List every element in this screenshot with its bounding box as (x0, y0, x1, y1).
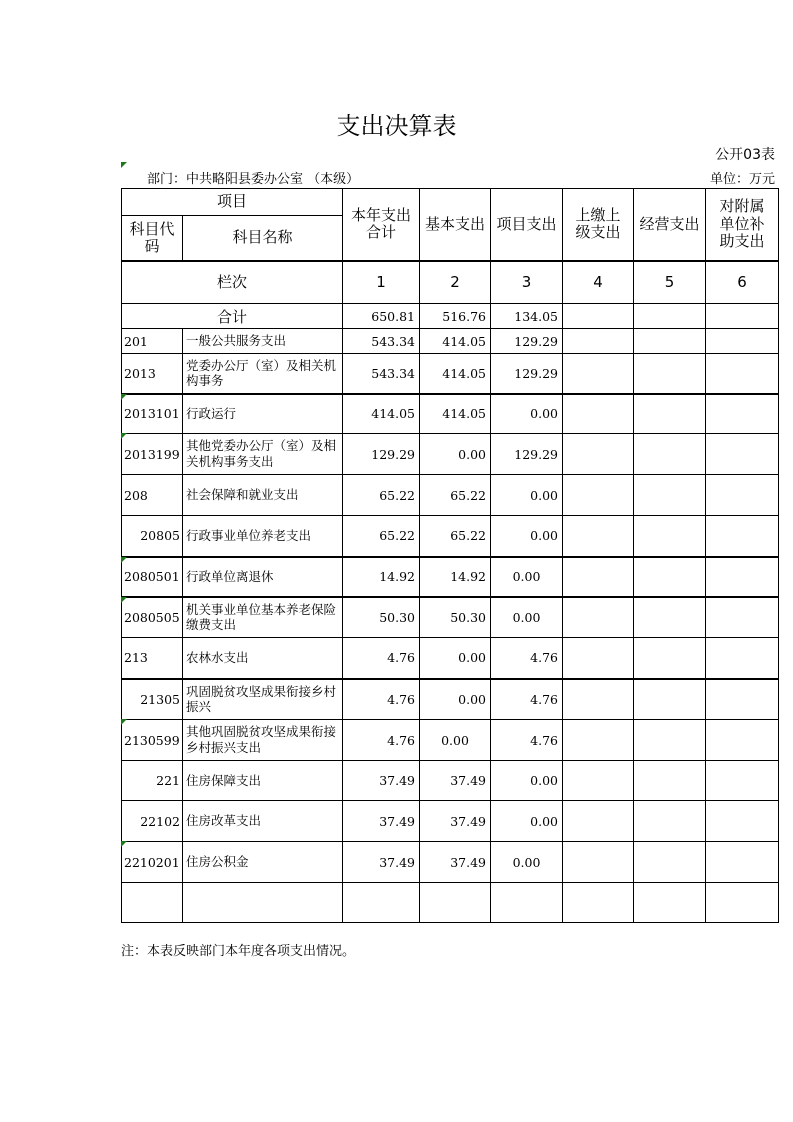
row-label: 栏次 (122, 261, 343, 304)
row-basic: 50.30 (420, 597, 491, 638)
row-code: 2210201 (122, 842, 183, 883)
row-total: 65.22 (343, 475, 420, 516)
row-basic: 0.00 (420, 679, 491, 720)
row-project: 0.00 (491, 475, 563, 516)
row-basic: 37.49 (420, 761, 491, 801)
table-row (122, 434, 779, 475)
table-row (122, 557, 779, 597)
row-basic: 65.22 (420, 475, 491, 516)
cell-marker (121, 394, 127, 400)
row-name: 行政事业单位养老支出 (183, 516, 343, 557)
col-num: 5 (634, 261, 706, 304)
row-total: 414.05 (343, 394, 420, 434)
total-project: 134.05 (491, 304, 563, 329)
row-total: 4.76 (343, 638, 420, 679)
department-label: 部门：中共略阳县委办公室 （本级） (147, 172, 360, 187)
cell-marker (121, 433, 127, 439)
row-name: 其他巩固脱贫攻坚成果衔接乡村振兴支出 (183, 720, 343, 761)
header-code: 科目代码 (122, 216, 183, 261)
cell-marker (121, 597, 127, 603)
row-project: 4.76 (491, 679, 563, 720)
row-project: 4.76 (491, 720, 563, 761)
cell-marker (121, 719, 127, 725)
total-total: 650.81 (343, 304, 420, 329)
table-row (122, 679, 779, 720)
unit-label: 单位：万元 (709, 172, 775, 187)
row-basic: 37.49 (420, 801, 491, 842)
row-code: 2013 (122, 354, 183, 394)
header-basic: 基本支出 (420, 189, 491, 261)
cell-marker (121, 557, 127, 563)
row-name: 住房公积金 (183, 842, 343, 883)
row-total: 65.22 (343, 516, 420, 557)
row-total: 14.92 (343, 557, 420, 597)
header-business: 经营支出 (634, 189, 706, 261)
row-basic: 414.05 (420, 354, 491, 394)
row-code: 20805 (122, 516, 183, 557)
col-num: 4 (563, 261, 634, 304)
row-project: 0.00 (491, 801, 563, 842)
row-basic: 65.22 (420, 516, 491, 557)
row-name: 其他党委办公厅（室）及相关机构事务支出 (183, 434, 343, 475)
row-basic: 414.05 (420, 394, 491, 434)
row-code: 2130599 (122, 720, 183, 761)
table-row (122, 516, 779, 557)
row-project: 0.00 (491, 557, 563, 597)
table-row (122, 801, 779, 842)
row-basic: 37.49 (420, 842, 491, 883)
table-row (122, 475, 779, 516)
row-basic: 414.05 (420, 329, 491, 354)
col-num: 6 (706, 261, 779, 304)
header-item: 项目 (122, 189, 343, 216)
row-basic: 0.00 (420, 434, 491, 475)
row-total: 4.76 (343, 720, 420, 761)
row-total: 4.76 (343, 679, 420, 720)
row-basic: 14.92 (420, 557, 491, 597)
row-project: 0.00 (491, 394, 563, 434)
row-total: 37.49 (343, 761, 420, 801)
row-project: 129.29 (491, 354, 563, 394)
row-name: 住房保障支出 (183, 761, 343, 801)
table-row (122, 842, 779, 883)
row-basic: 0.00 (420, 720, 491, 761)
row-total: 543.34 (343, 354, 420, 394)
expenditure-table (121, 188, 779, 923)
total-label: 合计 (122, 304, 343, 329)
row-name: 党委办公厅（室）及相关机构事务 (183, 354, 343, 394)
row-code: 2013101 (122, 394, 183, 434)
row-project: 0.00 (491, 597, 563, 638)
table-note: 注：本表反映部门本年度各项支出情况。 (121, 944, 356, 959)
row-code: 21305 (122, 679, 183, 720)
header-project: 项目支出 (491, 189, 563, 261)
row-name: 一般公共服务支出 (183, 329, 343, 354)
col-num: 3 (491, 261, 563, 304)
form-number: 公开03表 (715, 147, 775, 163)
header-total: 本年支出合计 (343, 189, 420, 261)
row-name: 巩固脱贫攻坚成果衔接乡村振兴 (183, 679, 343, 720)
table-row (122, 597, 779, 638)
row-code: 22102 (122, 801, 183, 842)
row-code: 2080501 (122, 557, 183, 597)
table-row (122, 354, 779, 394)
row-total: 37.49 (343, 842, 420, 883)
header-subsidiary: 对附属单位补助支出 (706, 189, 779, 261)
total-row (122, 304, 779, 329)
row-name: 农林水支出 (183, 638, 343, 679)
row-code: 2013199 (122, 434, 183, 475)
header-name: 科目名称 (183, 216, 343, 261)
table-row (122, 761, 779, 801)
row-project: 0.00 (491, 842, 563, 883)
row-project: 4.76 (491, 638, 563, 679)
row-project: 0.00 (491, 516, 563, 557)
empty-row (122, 883, 779, 923)
row-code: 208 (122, 475, 183, 516)
col-num: 1 (343, 261, 420, 304)
cell-marker (121, 841, 127, 847)
row-project: 129.29 (491, 329, 563, 354)
page-title: 支出决算表 (336, 112, 457, 140)
row-code: 201 (122, 329, 183, 354)
row-total: 543.34 (343, 329, 420, 354)
row-code: 2080505 (122, 597, 183, 638)
row-name: 行政运行 (183, 394, 343, 434)
row-name: 行政单位离退休 (183, 557, 343, 597)
row-name: 机关事业单位基本养老保险缴费支出 (183, 597, 343, 638)
table-row (122, 394, 779, 434)
table-row (122, 720, 779, 761)
row-total: 129.29 (343, 434, 420, 475)
row-code: 221 (122, 761, 183, 801)
row-name: 社会保障和就业支出 (183, 475, 343, 516)
row-name: 住房改革支出 (183, 801, 343, 842)
row-code: 213 (122, 638, 183, 679)
row-basic: 0.00 (420, 638, 491, 679)
table-row (122, 329, 779, 354)
table-row (122, 638, 779, 679)
total-basic: 516.76 (420, 304, 491, 329)
row-project: 0.00 (491, 761, 563, 801)
header-upper: 上缴上级支出 (563, 189, 634, 261)
cell-marker (121, 162, 127, 168)
row-total: 37.49 (343, 801, 420, 842)
row-total: 50.30 (343, 597, 420, 638)
row-project: 129.29 (491, 434, 563, 475)
col-num: 2 (420, 261, 491, 304)
